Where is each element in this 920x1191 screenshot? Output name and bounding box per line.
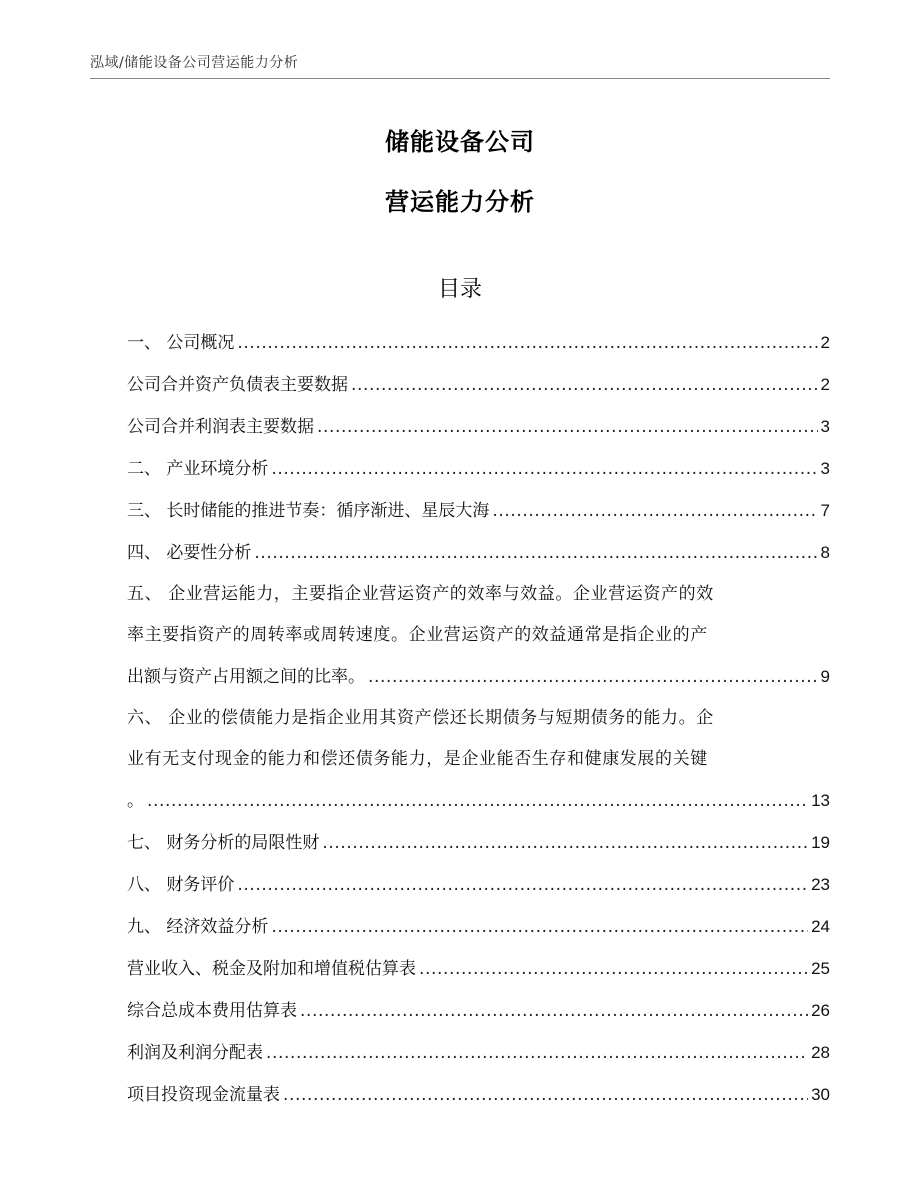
toc-page-number: 8: [820, 543, 830, 562]
toc-page-number: 3: [820, 459, 830, 478]
toc-entry[interactable]: [127, 406, 830, 448]
dot-leader: [254, 533, 817, 574]
toc-entry-label: 利润及利润分配表: [127, 1043, 263, 1063]
toc-entry-label: 公司合并资产负债表主要数据: [127, 375, 348, 395]
toc-entry-line: 六、 企业的偿债能力是指企业用其资产偿还长期债务与短期债务的能力。企: [127, 708, 714, 728]
toc-page-number: 28: [811, 1043, 830, 1062]
toc-entry-label: 一、 公司概况: [127, 333, 235, 353]
toc-page-number: 2: [820, 333, 830, 352]
toc-entry-label: 二、 产业环境分析: [127, 459, 269, 479]
dot-leader: [419, 949, 808, 990]
document-subtitle: 营运能力分析: [385, 188, 535, 216]
toc-entry[interactable]: [127, 990, 830, 1032]
toc-entry-label: 出额与资产占用额之间的比率。: [127, 667, 365, 687]
toc-entry-label: 。: [127, 791, 144, 811]
toc-entry-label: 三、 长时储能的推进节奏：循序渐进、星辰大海: [127, 501, 490, 521]
toc-entry[interactable]: [127, 906, 830, 948]
dot-leader: [492, 491, 817, 532]
toc-page-number: 30: [811, 1085, 830, 1104]
dot-leader: [237, 865, 808, 906]
toc-page-number: 7: [820, 501, 830, 520]
toc-entry-line: 业有无支付现金的能力和偿还债务能力，是企业能否生存和健康发展的关键: [127, 749, 708, 769]
dot-leader: [351, 365, 818, 406]
toc-entry[interactable]: [127, 1032, 830, 1074]
dot-leader: [266, 1033, 808, 1074]
toc-entry[interactable]: [127, 364, 830, 406]
toc-entry[interactable]: [127, 822, 830, 864]
toc-entry[interactable]: [127, 1074, 830, 1116]
toc-page-number: 19: [811, 833, 830, 852]
toc-page-number: 25: [811, 959, 830, 978]
toc-entry-label: 营业收入、税金及附加和增值税估算表: [127, 959, 416, 979]
toc-entry-label: 九、 经济效益分析: [127, 917, 269, 937]
document-title: 储能设备公司: [385, 128, 535, 156]
toc-entry[interactable]: [127, 322, 830, 364]
toc-entry-label: 综合总成本费用估算表: [127, 1001, 297, 1021]
toc-page-number: 24: [811, 917, 830, 936]
toc-page-number: 13: [811, 791, 830, 810]
dot-leader: [300, 991, 808, 1032]
toc-entry-multiline[interactable]: [127, 698, 830, 822]
toc-entry-label: 公司合并利润表主要数据: [127, 417, 314, 437]
dot-leader: [271, 907, 808, 948]
toc-entry-line: 率主要指资产的周转率或周转速度。企业营运资产的效益通常是指企业的产: [127, 625, 708, 645]
dot-leader: [317, 407, 818, 448]
toc-entry-label: 八、 财务评价: [127, 875, 235, 895]
dot-leader: [368, 657, 818, 698]
toc-entry[interactable]: [127, 864, 830, 906]
toc-entry-label: 四、 必要性分析: [127, 543, 252, 563]
toc-entry[interactable]: [127, 532, 830, 574]
toc-page-number: 26: [811, 1001, 830, 1020]
toc-page-number: 3: [820, 417, 830, 436]
toc-entry-line: 五、 企业营运能力，主要指企业营运资产的效率与效益。企业营运资产的效: [127, 584, 714, 604]
toc-entry[interactable]: [127, 948, 830, 990]
dot-leader: [322, 823, 808, 864]
header-divider: [90, 78, 830, 79]
toc-page-number: 9: [820, 667, 830, 686]
toc-entry[interactable]: [127, 490, 830, 532]
running-header: 泓域/储能设备公司营运能力分析: [90, 55, 299, 71]
toc-entry[interactable]: [127, 448, 830, 490]
toc-entry-label: 七、 财务分析的局限性财: [127, 833, 320, 853]
dot-leader: [237, 323, 817, 364]
dot-leader: [147, 781, 808, 822]
dot-leader: [283, 1075, 808, 1116]
toc-page-number: 2: [820, 375, 830, 394]
table-of-contents: [127, 322, 830, 1116]
dot-leader: [271, 449, 817, 490]
toc-entry-label: 项目投资现金流量表: [127, 1085, 280, 1105]
toc-heading: 目录: [437, 277, 482, 302]
toc-entry-multiline[interactable]: [127, 574, 830, 698]
toc-page-number: 23: [811, 875, 830, 894]
